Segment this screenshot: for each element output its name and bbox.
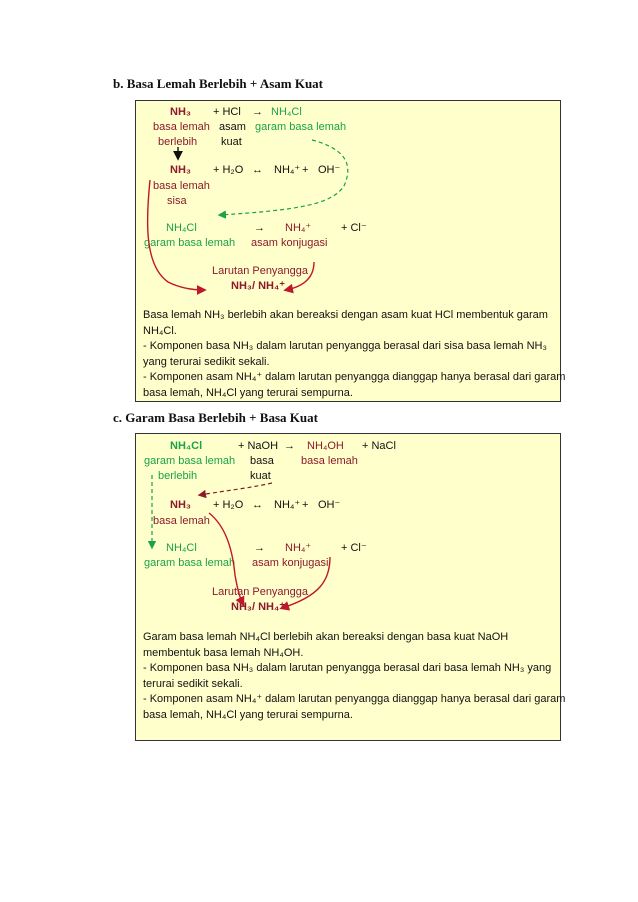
b-paragraph-line: Basa lemah NH₃ berlebih akan bereaksi dengan asam kuat HCl membentuk garam: [143, 309, 548, 321]
c-r3-nh4cl: NH₄Cl: [166, 542, 197, 554]
c-paragraph-line: membentuk basa lemah NH₄OH.: [143, 646, 304, 659]
c-paragraph-line: basa lemah, NH₄Cl yang terurai sempurna.: [143, 708, 353, 721]
c-r1-basa-lemah: basa lemah: [301, 455, 358, 467]
b-r1-asam: asam: [219, 121, 246, 133]
c-r1-basa: basa: [250, 455, 274, 467]
b-paragraph-line: - Komponen asam NH₄⁺ dalam larutan penyangga dianggap hanya berasal dari garam: [143, 371, 566, 383]
b-r2-sisa: sisa: [167, 195, 187, 207]
section-c-heading: c. Garam Basa Berlebih + Basa Kuat: [113, 410, 318, 425]
b-r1-basa-lemah: basa lemah: [153, 121, 210, 133]
b-r2-nh4: NH₄⁺: [274, 164, 301, 176]
b-r2-nh3: NH₃: [170, 164, 191, 176]
c-r2-plus: +: [302, 499, 309, 511]
c-r3-nh4: NH₄⁺: [285, 542, 312, 554]
b-paragraph-line: - Komponen basa NH₃ dalam larutan penyangga berasal dari sisa basa lemah NH₃: [143, 340, 547, 352]
c-r2-nh4: NH₄⁺: [274, 499, 301, 511]
b-paragraph: [143, 308, 565, 401]
b-r3-asam-konjugasi: asam konjugasi: [251, 237, 328, 249]
c-buffer-label: Larutan Penyangga: [212, 586, 309, 598]
c-r1-nh4cl: NH₄Cl: [170, 440, 203, 452]
c-r2-oh: OH⁻: [318, 499, 341, 511]
b-r3-garam-basa-lemah: garam basa lemah: [144, 237, 236, 249]
b-r1-nh3: NH₃: [170, 106, 191, 118]
c-r1-kuat: kuat: [250, 470, 271, 482]
b-r1-nh4cl: NH₄Cl: [271, 106, 302, 118]
b-r3-nh4: NH₄⁺: [285, 222, 312, 234]
c-buffer-pair: NH₃/ NH₄⁺: [231, 601, 286, 613]
c-paragraph: [143, 630, 565, 723]
c-r1-garam-basa-lemah: garam basa lemah: [144, 455, 236, 467]
b-r3-nh4cl: NH₄Cl: [166, 222, 197, 234]
b-paragraph-line: NH₄Cl.: [143, 324, 177, 337]
b-paragraph-line: yang terurai sedikit sekali.: [143, 355, 270, 368]
b-r1-arrow: →: [252, 106, 263, 118]
b-r1-hcl: + HCl: [213, 106, 241, 118]
b-buffer-pair: NH₃/ NH₄⁺: [231, 280, 286, 292]
c-paragraph-line: - Komponen basa NH₃ dalam larutan penyangga berasal dari basa lemah NH₃ yang: [143, 662, 552, 674]
c-r1-nh4oh: NH₄OH: [307, 440, 344, 452]
b-r2-arrow: ↔: [252, 164, 263, 176]
c-r1-naoh: + NaOH: [238, 440, 279, 452]
c-r2-h2o: + H₂O: [213, 499, 244, 511]
c-r1-arrow: →: [284, 440, 295, 452]
c-r2-arrow: ↔: [252, 499, 263, 511]
b-r2-h2o: + H₂O: [213, 164, 244, 176]
section-b-heading: b. Basa Lemah Berlebih + Asam Kuat: [113, 76, 324, 91]
b-r3-cl: + Cl⁻: [341, 222, 367, 234]
b-buffer-label: Larutan Penyangga: [212, 265, 309, 277]
b-paragraph-line: basa lemah, NH₄Cl yang terurai sempurna.: [143, 386, 353, 399]
c-r3-arrow: →: [254, 542, 265, 554]
b-r2-oh: OH⁻: [318, 164, 341, 176]
c-paragraph-line: Garam basa lemah NH₄Cl berlebih akan bereaksi dengan basa kuat NaOH: [143, 631, 509, 643]
b-r2-plus: +: [302, 164, 309, 176]
b-r2-basa-lemah: basa lemah: [153, 180, 210, 192]
c-r1-nacl: + NaCl: [362, 440, 396, 452]
c-r2-nh3: NH₃: [170, 499, 191, 511]
c-paragraph-line: terurai sedikit sekali.: [143, 677, 243, 690]
c-r1-berlebih: berlebih: [158, 470, 198, 482]
c-r3-garam-basa-lemah: garam basa lemah: [144, 557, 236, 569]
b-r1-garam-basa-lemah: garam basa lemah: [255, 121, 347, 133]
b-r1-berlebih: berlebih: [158, 136, 198, 148]
c-r2-basa-lemah: basa lemah: [153, 515, 210, 527]
c-r3-asam-konjugasi: asam konjugasi: [252, 557, 329, 569]
b-r3-arrow: →: [254, 222, 265, 234]
c-paragraph-line: - Komponen asam NH₄⁺ dalam larutan penyangga dianggap hanya berasal dari garam: [143, 693, 566, 705]
c-r3-cl: + Cl⁻: [341, 542, 367, 554]
b-r1-kuat: kuat: [221, 136, 242, 148]
